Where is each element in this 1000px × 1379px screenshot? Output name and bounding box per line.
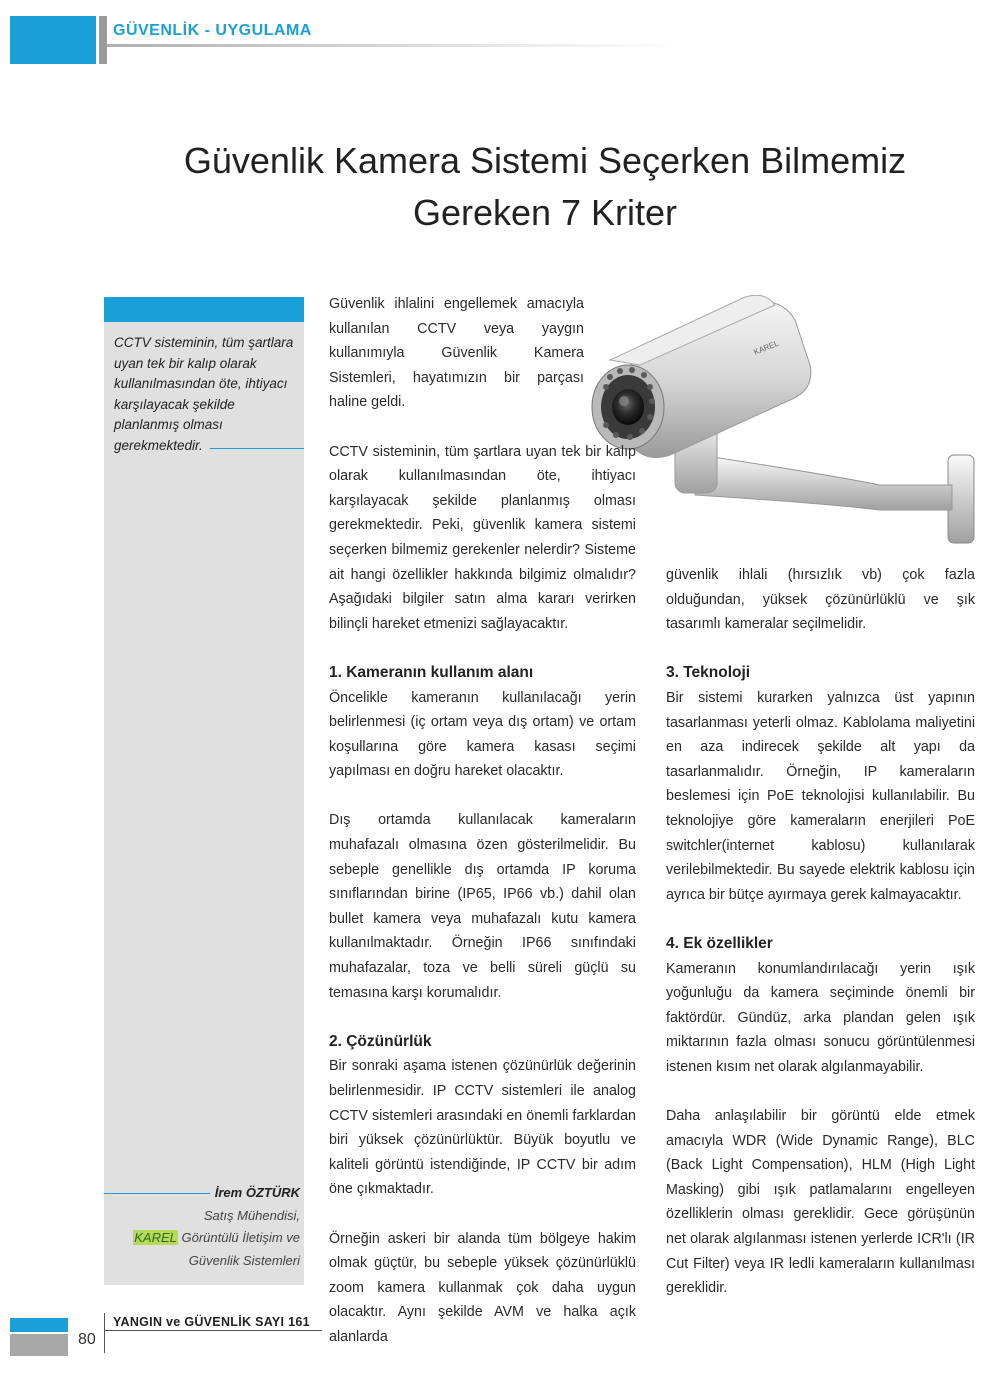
footer-accent-blue: [10, 1318, 68, 1332]
col1-paragraph-5: Bir sonraki aşama istenen çözünürlük değerinin belirlenmesidir. IP CCTV sistemleri ile analog CCTV sistemleri arasındaki en önemli farklardan biri yüksek çözünürlüktür. Büyük boyutlu ve kaliteli görüntü istendiğinde, IP CCTV bir adım öne çıkmaktadır.: [329, 1058, 636, 1198]
article-title: [60, 135, 1000, 239]
footer-horizontal-rule: [104, 1330, 322, 1331]
mount-arm: [695, 455, 952, 510]
author-company-line2: Güvenlik Sistemleri: [188, 1252, 300, 1268]
author-company-line1: Görüntülü İletişim ve: [177, 1230, 300, 1245]
title-line-2: Gereken 7 Kriter: [412, 192, 678, 233]
footer-accent-gray: [10, 1334, 68, 1356]
heading-technology: 3. Teknoloji: [666, 664, 751, 682]
camera-image: [580, 295, 980, 555]
header-rule: [107, 44, 677, 47]
sidebar-accent-bar: [104, 297, 304, 322]
col1-paragraph-3: Öncelikle kameranın kullanılacağı yerin belirlenmesi (iç ortam veya dış ortam) ve ortam koşullarına göre kamera kasası seçimi yapılması en doğru hareket olacaktır.: [329, 689, 636, 780]
footer-vertical-rule: [104, 1313, 105, 1353]
heading-extra-features: 4. Ek özellikler: [666, 934, 773, 952]
col2-paragraph-2: Bir sistemi kurarken yalnızca üst yapının tasarlanması yeterli olmaz. Kablolama maliyetini en aza indirecek şekilde alt yapı da tasarlanmalıdır. Örneğin, IP kameraların beslemesi için PoE teknolojisi kullanılabilir. Bu teknolojiye göre kameraların enerjileri PoE switchler(internet kablosu) kullanılarak verilebilmektedir. Bu sayede elektrik kablosu için ayrıca bir bütçe ayırmaya gerek kalmayacaktır.: [666, 689, 975, 903]
col2-paragraph-4: Daha anlaşılabilir bir görüntü elde etmek amacıyla WDR (Wide Dynamic Range), BLC (Back Light Compensation), HLM (High Light Masking) gibi ışık patlamalarını engelleyen özelliklerin olması gereklidir. Gece görüşünün net olarak algılanması istenen yerlerde ICR'lı (IR Cut Filter) veya IR ledli kameraların kullanılması gereklidir.: [666, 1108, 975, 1297]
col1-intro-paragraph: Güvenlik ihlalini engellemek amacıyla kullanılan CCTV veya yaygın kullanımıyla Güvenlik Kamera Sistemleri, hayatımızın bir parçası haline geldi.: [329, 296, 584, 411]
author-name: İrem ÖZTÜRK: [214, 1185, 300, 1200]
col1-paragraph-4: Dış ortamda kullanılacak kameraların muhafazalı olmasına özen gösterilmelidir. Bu sebeple genellikle dış ortamda IP koruma sınıflarından birine (IP65, IP66 vb.) dahil olan bullet kamera veya muhafazalı kutu kamera kullanılmaktadır. Örneğin IP66 sınıfındaki muhafazalar, toza ve belli süreli güçlü su temasına karşı korumalıdır.: [329, 812, 636, 1001]
author-block: [104, 1182, 300, 1272]
title-line-1: Güvenlik Kamera Sistemi Seçerken Bilmemiz: [183, 140, 907, 181]
pull-quote-rule: [210, 448, 304, 449]
magazine-issue: YANGIN ve GÜVENLİK SAYI 161: [113, 1315, 310, 1329]
article-column-1: [329, 292, 636, 1350]
pull-quote: CCTV sisteminin, tüm şartlara uyan tek bir kalıp olarak kullanılmasından öte, ihtiyacı karşılayacak şekilde planlanmış olması gerekmektedir.: [114, 335, 294, 453]
col1-paragraph-2: CCTV sisteminin, tüm şartlara uyan tek bir kalıp olarak kullanılmasından öte, ihtiyacı karşılayacak şekilde planlanmış olması gerekmektedir. Peki, güvenlik kamera sistemi seçerken bilmemiz gerekenler nelerdir? Sisteme ait hangi özellikler hakkında bilgimiz olmalıdır? Aşağıdaki bilgiler satın alma kararı verirken bilinçli hareket etmenizi sağlayacaktır.: [329, 443, 636, 632]
page-number: 80: [78, 1331, 96, 1348]
heading-usage-area: 1. Kameranın kullanım alanı: [329, 663, 534, 681]
author-role: Satış Mühendisi,: [203, 1207, 300, 1223]
author-company: [104, 1227, 300, 1250]
col1-paragraph-6: Örneğin askeri bir alanda tüm bölgeye hakim olmak güçtür, bu sebeple yüksek çözünürlüklü zoom kamera kullanmak çok daha uygun olacaktır. Aynı şekilde AVM ve halka açık alanlarda: [329, 1230, 636, 1345]
header-divider: [99, 16, 107, 64]
section-label: GÜVENLİK - UYGULAMA: [113, 22, 312, 39]
brand-logo: KAREL: [134, 1230, 177, 1245]
header-accent-block: [10, 16, 96, 64]
camera-brand-label: KAREL: [752, 338, 781, 357]
col2-paragraph-3: Kameranın konumlandırılacağı yerin ışık yoğunluğu da kamera seçiminde önemli bir faktördür. Gündüz, arka plandan gelen ışık miktarının fazla olması sonucu görüntülenmesi istenen kısım net olarak algılanmayabilir.: [666, 960, 975, 1075]
heading-resolution: 2. Çözünürlük: [329, 1032, 432, 1050]
col2-paragraph-1: güvenlik ihlali (hırsızlık vb) çok fazla olduğundan, yüksek çözünürlüklü ve şık tasarımlı kameralar seçilmelidir.: [666, 567, 975, 633]
article-column-2: [666, 563, 975, 1301]
